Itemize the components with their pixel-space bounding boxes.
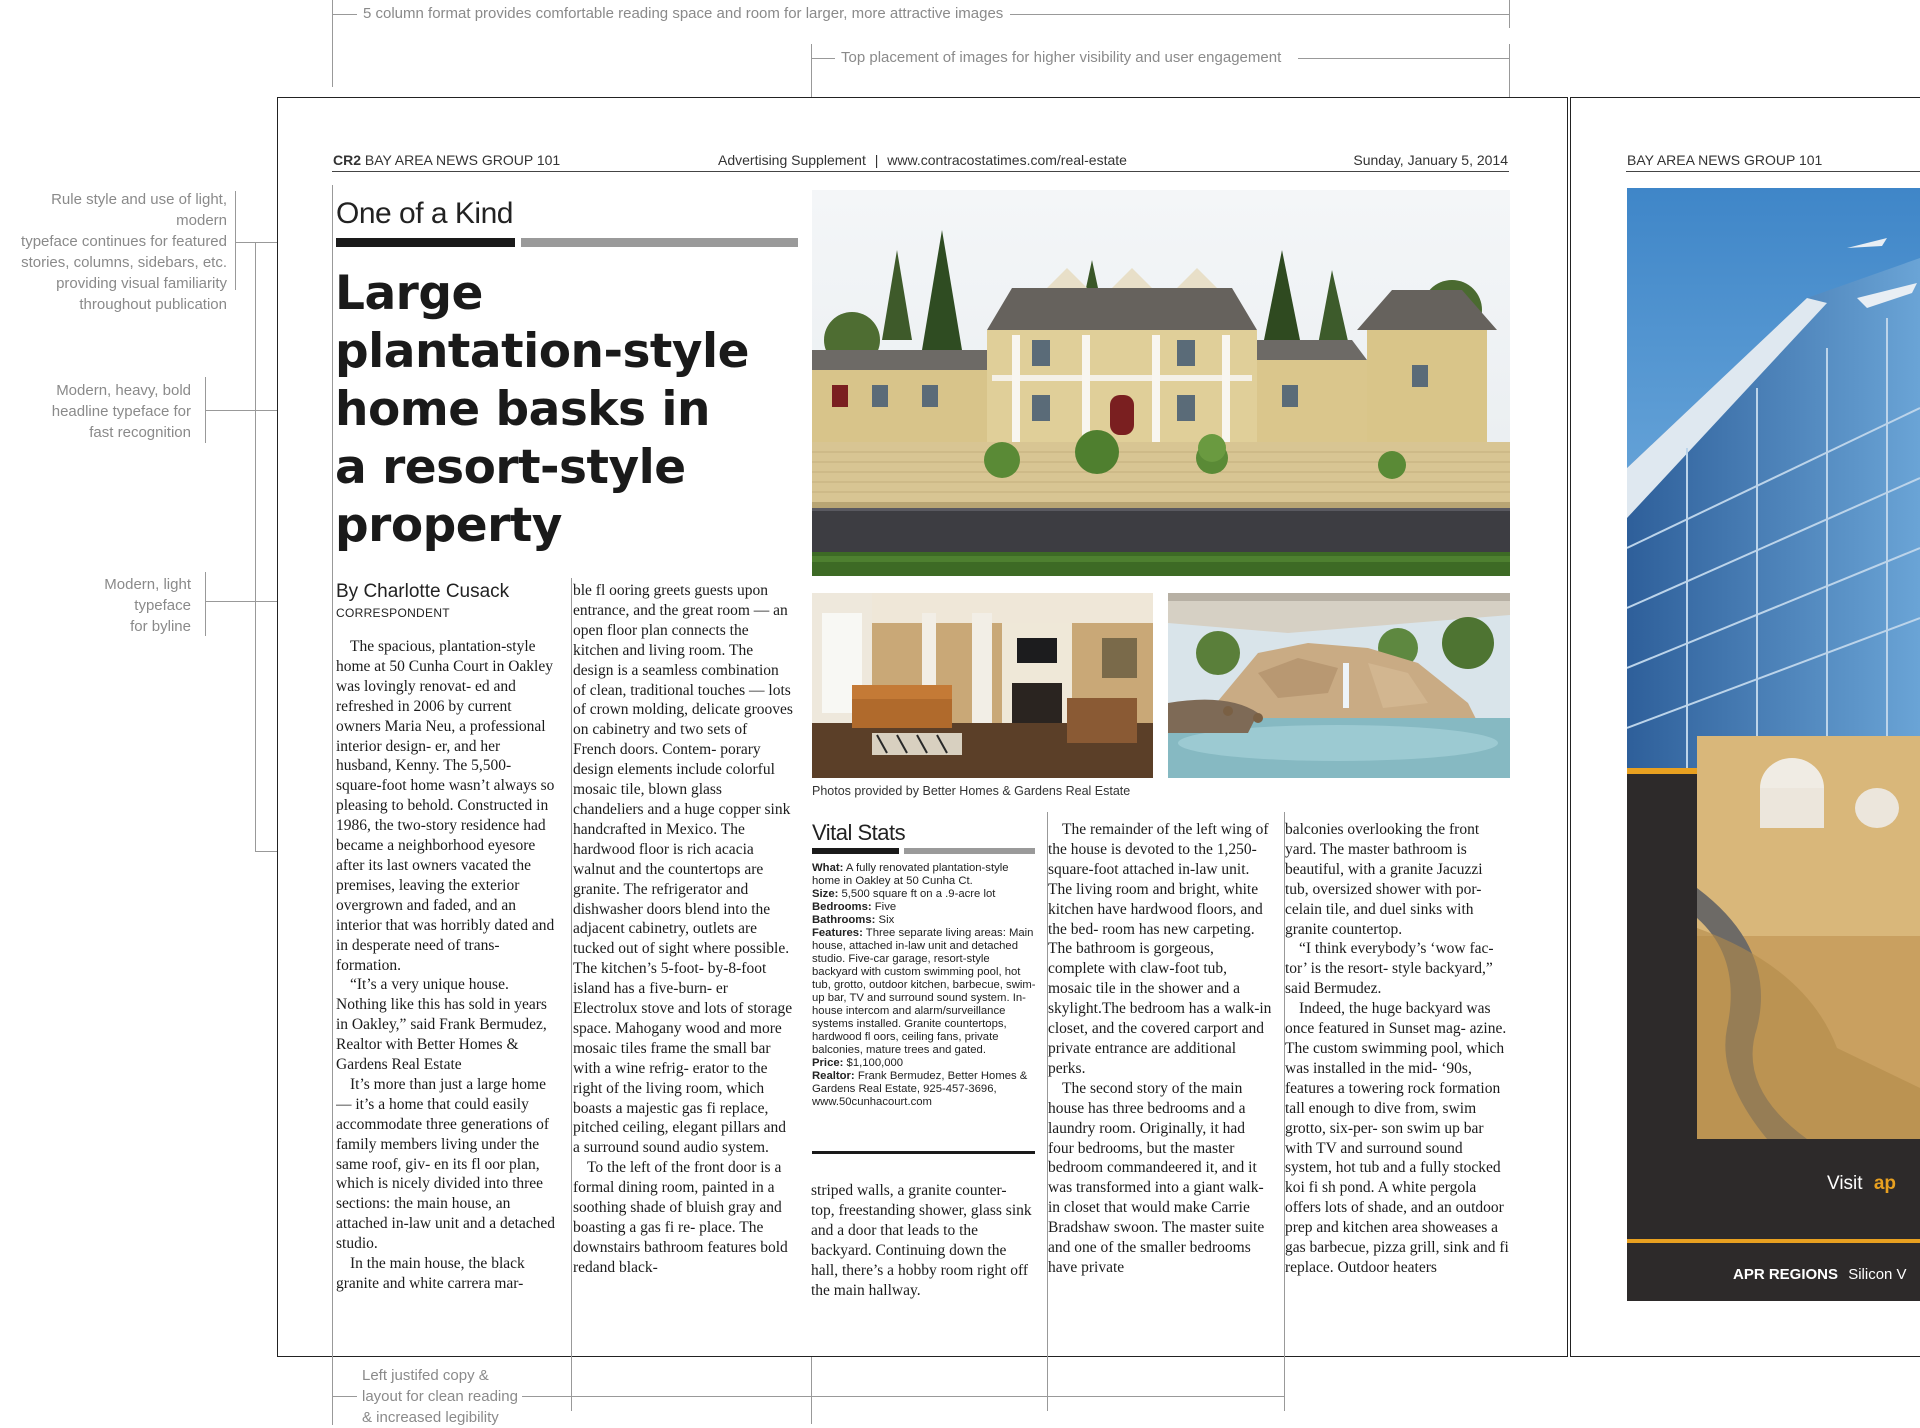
header-rule xyxy=(332,171,1509,172)
article-column-4: The remainder of the left wing of the house is devoted to the 1,250-square-foot attached in-law unit. The living room and bright, white kitchen have hardwood floors, and the bed- room has new carpeting. The bathroom is gorgeous, complete with claw-foot tub, mosaic tile in the shower and a skylight.The bedroom has a walk-in closet, and the covered carport and private entrance are additional perks. The second story of the main house has three bedrooms and a laundry room. Originally, it had four bedrooms, but the master bedroom commandeered it, and it was transformed into a giant walk-in closet that would make Carrie Bradshaw swoon. The master suite and one of the smaller bedrooms have private xyxy=(1048,821,1272,1276)
ad-footer: APR REGIONS Silicon V xyxy=(1733,1266,1907,1283)
guide-line xyxy=(255,242,256,852)
column-guide xyxy=(571,578,572,1411)
article-column-2: ble fl ooring greets guests upon entrance, and the great room — an open floor plan connects the kitchen and living room. The design is a seamless combination of clean, traditional touches — lots of crown molding, delicate grooves on cabinetry and two sets of French doors. Contem- porary design elements include colorful mosaic tile, blown glass chandeliers and a huge copper sink handcrafted in Mexico. The hardwood floor is rich acacia walnut and the countertops are granite. The refrigerator and dishwasher doors blend into the adjacent cabinetry, outlets are tucked out of sight where possible. The kitchen’s 5-foot- by-8-foot island has a five-burn- er Electrolux stove and lots of storage space. Mahogany wood and more mosaic tiles frame the small bar with a wine refrig- erator to the right of the living room, which boasts a majestic gas fi replace, pitched ceiling, elegant pillars and a surround sound audio system. To the left of the front door is a formal dining room, painted in a soothing shade of bluish gray and boasting a gas fi re- place. The downstairs bathroom features bold redand black- xyxy=(573,582,793,1276)
pool-illustration xyxy=(1168,593,1510,778)
stat-bedrooms: Bedrooms: Five xyxy=(812,901,897,913)
guide-line xyxy=(332,14,357,15)
ad-visit-link[interactable]: ap xyxy=(1873,1173,1897,1194)
article-column-5: balconies overlooking the front yard. The master bathroom is beautiful, with a granite Jacuzzi tub, oversized shower with por- celain tile, and duel sinks with granite countertop. “I think everybody’s ‘wow fac- tor’ is the resort- style backyard,” said Bermudez. Indeed, the huge backyard was once featured in Sunset mag- azine. The custom swimming pool, which was installed in the mid- ‘90s, features a towering rock formation tall enough to dive from, swim grotto, six-per- son swim up bar with TV and surround sound system, hot tub and a fully stocked koi fi sh pond. A white pergola offers lots of shade, and an outdoor prep and kitchen area showeases a gas barbecue, pizza grill, sink and fi replace. Outdoor heaters xyxy=(1285,821,1509,1276)
page-header-left: CR2 BAY AREA NEWS GROUP 101 xyxy=(333,152,561,168)
guide-line xyxy=(205,572,206,636)
stat-realtor: Realtor: Frank Bermudez, Better Homes & Gardens Real Estate, 925-457-3696, www.50cunhacourt.com xyxy=(812,1070,1028,1108)
vital-stats-rule-dark xyxy=(812,848,899,854)
photo-credit: Photos provided by Better Homes & Gardens Real Estate xyxy=(812,784,1131,798)
byline: By Charlotte Cusack xyxy=(336,581,510,602)
annotation-top-placement: Top placement of images for higher visibility and user engagement xyxy=(841,49,1282,66)
annotation-headline-type: Modern, heavy, bold headline typeface for fast recognition xyxy=(51,382,191,441)
stat-price: Price: $1,100,000 xyxy=(812,1057,904,1069)
kicker-rule-gray xyxy=(521,238,798,247)
annotation-five-column: 5 column format provides comfortable reading space and room for larger, more attractive images xyxy=(363,5,1004,22)
annotation-rule-style: Rule style and use of light, modern typeface continues for featured stories, columns, sidebars, etc. providing visual familiarity throughout publication xyxy=(21,191,227,313)
vital-stats-title: Vital Stats xyxy=(812,820,906,845)
stat-size: Size: 5,500 square ft on a .9-acre lot xyxy=(812,888,996,900)
article-column-3: striped walls, a granite counter- top, freestanding shower, glass sink and a door that leads to the backyard. Continuing down the hall, there’s a hobby room right off the main hallway. xyxy=(811,1182,1032,1299)
ad-illustration xyxy=(1627,188,1920,1301)
living-room-photo xyxy=(812,593,1153,778)
page-header-date: Sunday, January 5, 2014 xyxy=(1353,152,1508,168)
stat-what: What: A fully renovated plantation-style home in Oakley at 50 Cunha Ct. xyxy=(812,862,1009,887)
living-room-illustration xyxy=(812,593,1153,778)
header-url[interactable]: www.contracostatimes.com/real-estate xyxy=(887,152,1127,168)
stat-bathrooms: Bathrooms: Six xyxy=(812,914,895,926)
right-page-header: BAY AREA NEWS GROUP 101 xyxy=(1627,152,1823,168)
article-headline: Large plantation-style home basks in a resort-style property xyxy=(335,266,750,553)
guide-line xyxy=(811,58,835,59)
guide-line xyxy=(522,1396,1285,1397)
advertisement[interactable] xyxy=(1627,188,1920,1301)
main-house-photo xyxy=(812,190,1510,576)
guide-line xyxy=(1298,58,1510,59)
kicker-rule-dark xyxy=(336,238,515,247)
stat-features: Features: Three separate living areas: Main house, attached in-law unit and detached studio. Five-car garage, resort-style backyard with custom swimming pool, hot tub, grotto, outdoor kitchen, barbecue, swim-up bar, TV and surround sound system. In- house intercom and alarm/surveillance systems installed. Granite countertops, hardwood fl oors, ceiling fans, private balconies, mature trees and gated. xyxy=(812,927,1036,1056)
guide-line xyxy=(235,191,236,290)
guide-line xyxy=(332,1396,357,1397)
right-header-rule xyxy=(1626,171,1920,172)
column-guide xyxy=(332,185,333,1425)
annotation-left-justified: Left justifed copy & layout for clean reading & increased legibility xyxy=(362,1367,518,1426)
annotation-byline-type: Modern, light typeface for byline xyxy=(104,576,191,635)
house-illustration xyxy=(812,190,1510,576)
ad-visit-text: Visit xyxy=(1827,1173,1863,1194)
vital-stats-rule-gray xyxy=(904,848,1035,854)
vital-stats-bottom-rule xyxy=(812,1151,1035,1154)
section-kicker: One of a Kind xyxy=(336,197,513,230)
vital-stats-body xyxy=(812,862,1038,1109)
byline-role: CORRESPONDENT xyxy=(336,606,450,620)
page-header-center: Advertising Supplement | www.contracostatimes.com/real-estate xyxy=(718,152,1127,168)
article-column-1: The spacious, plantation-style home at 50 Cunha Court in Oakley was lovingly renovat- ed and refreshed in 2006 by current owners Maria Neu, a professional interior design- er, and her husband, Kenny. The 5,500-square-foot home wasn’t always so pleasing to behold. Constructed in 1986, the two-story residence had became a neighborhood eyesore after its last owners vacated the premises, leaving the exterior overgrown and faded, and an interior that was horribly dated and in desperate need of trans- formation. “It’s a very unique house. Nothing like this has sold in years in Oakley,” said Frank Bermudez, Realtor with Better Homes & Gardens Real Estate It’s more than just a large home — it’s a home that could easily accommodate three generations of family members living under the same roof, giv- en its fl oor plan, which is nicely divided into three sections: the main house, an attached in-law unit and a detached studio. In the main house, the black granite and white carrera mar- xyxy=(336,638,556,1292)
guide-line xyxy=(1010,14,1510,15)
pool-photo xyxy=(1168,593,1510,778)
